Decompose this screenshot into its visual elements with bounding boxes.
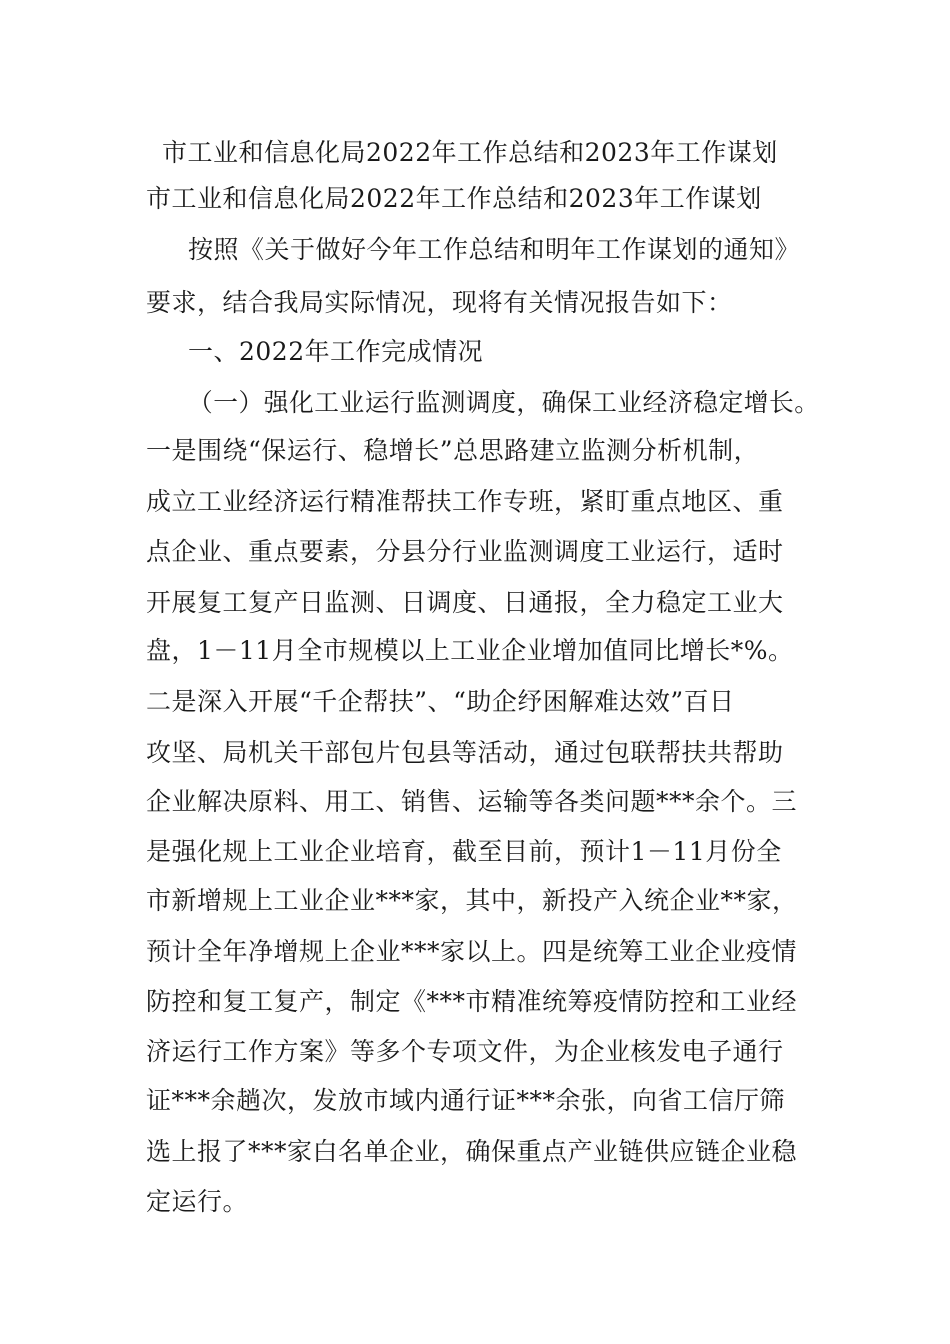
intro-line: 要求，结合我局实际情况，现将有关情况报告如下： <box>146 288 733 317</box>
paragraph-line: 开展复工复产日监测、日调度、日通报，全力稳定工业大 <box>146 588 784 617</box>
intro-line: 按照《关于做好今年工作总结和明年工作谋划的通知》 <box>188 235 801 264</box>
document-title: 市工业和信息化局2022年工作总结和2023年工作谋划 <box>162 138 778 167</box>
section-heading: 一、2022年工作完成情况 <box>188 337 484 366</box>
paragraph-line: 定运行。 <box>146 1187 249 1216</box>
document-title-repeat: 市工业和信息化局2022年工作总结和2023年工作谋划 <box>146 184 762 213</box>
paragraph-line: 预计全年净增规上企业***家以上。四是统筹工业企业疫情 <box>146 937 798 966</box>
paragraph-line: 选上报了***家白名单企业，确保重点产业链供应链企业稳 <box>146 1137 798 1166</box>
paragraph-line: 证***余趟次，发放市域内通行证***余张，向省工信厅筛 <box>146 1086 786 1115</box>
paragraph-line: 济运行工作方案》等多个专项文件，为企业核发电子通行 <box>146 1037 784 1066</box>
paragraph-line: 一是围绕“保运行、稳增长”总思路建立监测分析机制， <box>146 436 760 465</box>
paragraph-line: （一）强化工业运行监测调度，确保工业经济稳定增长。 <box>188 388 820 417</box>
paragraph-line: 成立工业经济运行精准帮扶工作专班，紧盯重点地区、重 <box>146 487 784 516</box>
paragraph-line: 盘，1－11月全市规模以上工业企业增加值同比增长*%。 <box>146 636 794 665</box>
paragraph-line: 二是深入开展“千企帮扶”、“助企纾困解难达效”百日 <box>146 687 735 716</box>
paragraph-line: 防控和复工复产，制定《***市精准统筹疫情防控和工业经 <box>146 987 798 1016</box>
paragraph-line: 攻坚、局机关干部包片包县等活动，通过包联帮扶共帮助 <box>146 738 784 767</box>
paragraph-line: 市新增规上工业企业***家，其中，新投产入统企业**家， <box>146 886 798 915</box>
paragraph-line: 是强化规上工业企业培育，截至目前，预计1－11月份全 <box>146 837 782 866</box>
paragraph-line: 点企业、重点要素，分县分行业监测调度工业运行，适时 <box>146 537 784 566</box>
paragraph-line: 企业解决原料、用工、销售、运输等各类问题***余个。三 <box>146 787 798 816</box>
